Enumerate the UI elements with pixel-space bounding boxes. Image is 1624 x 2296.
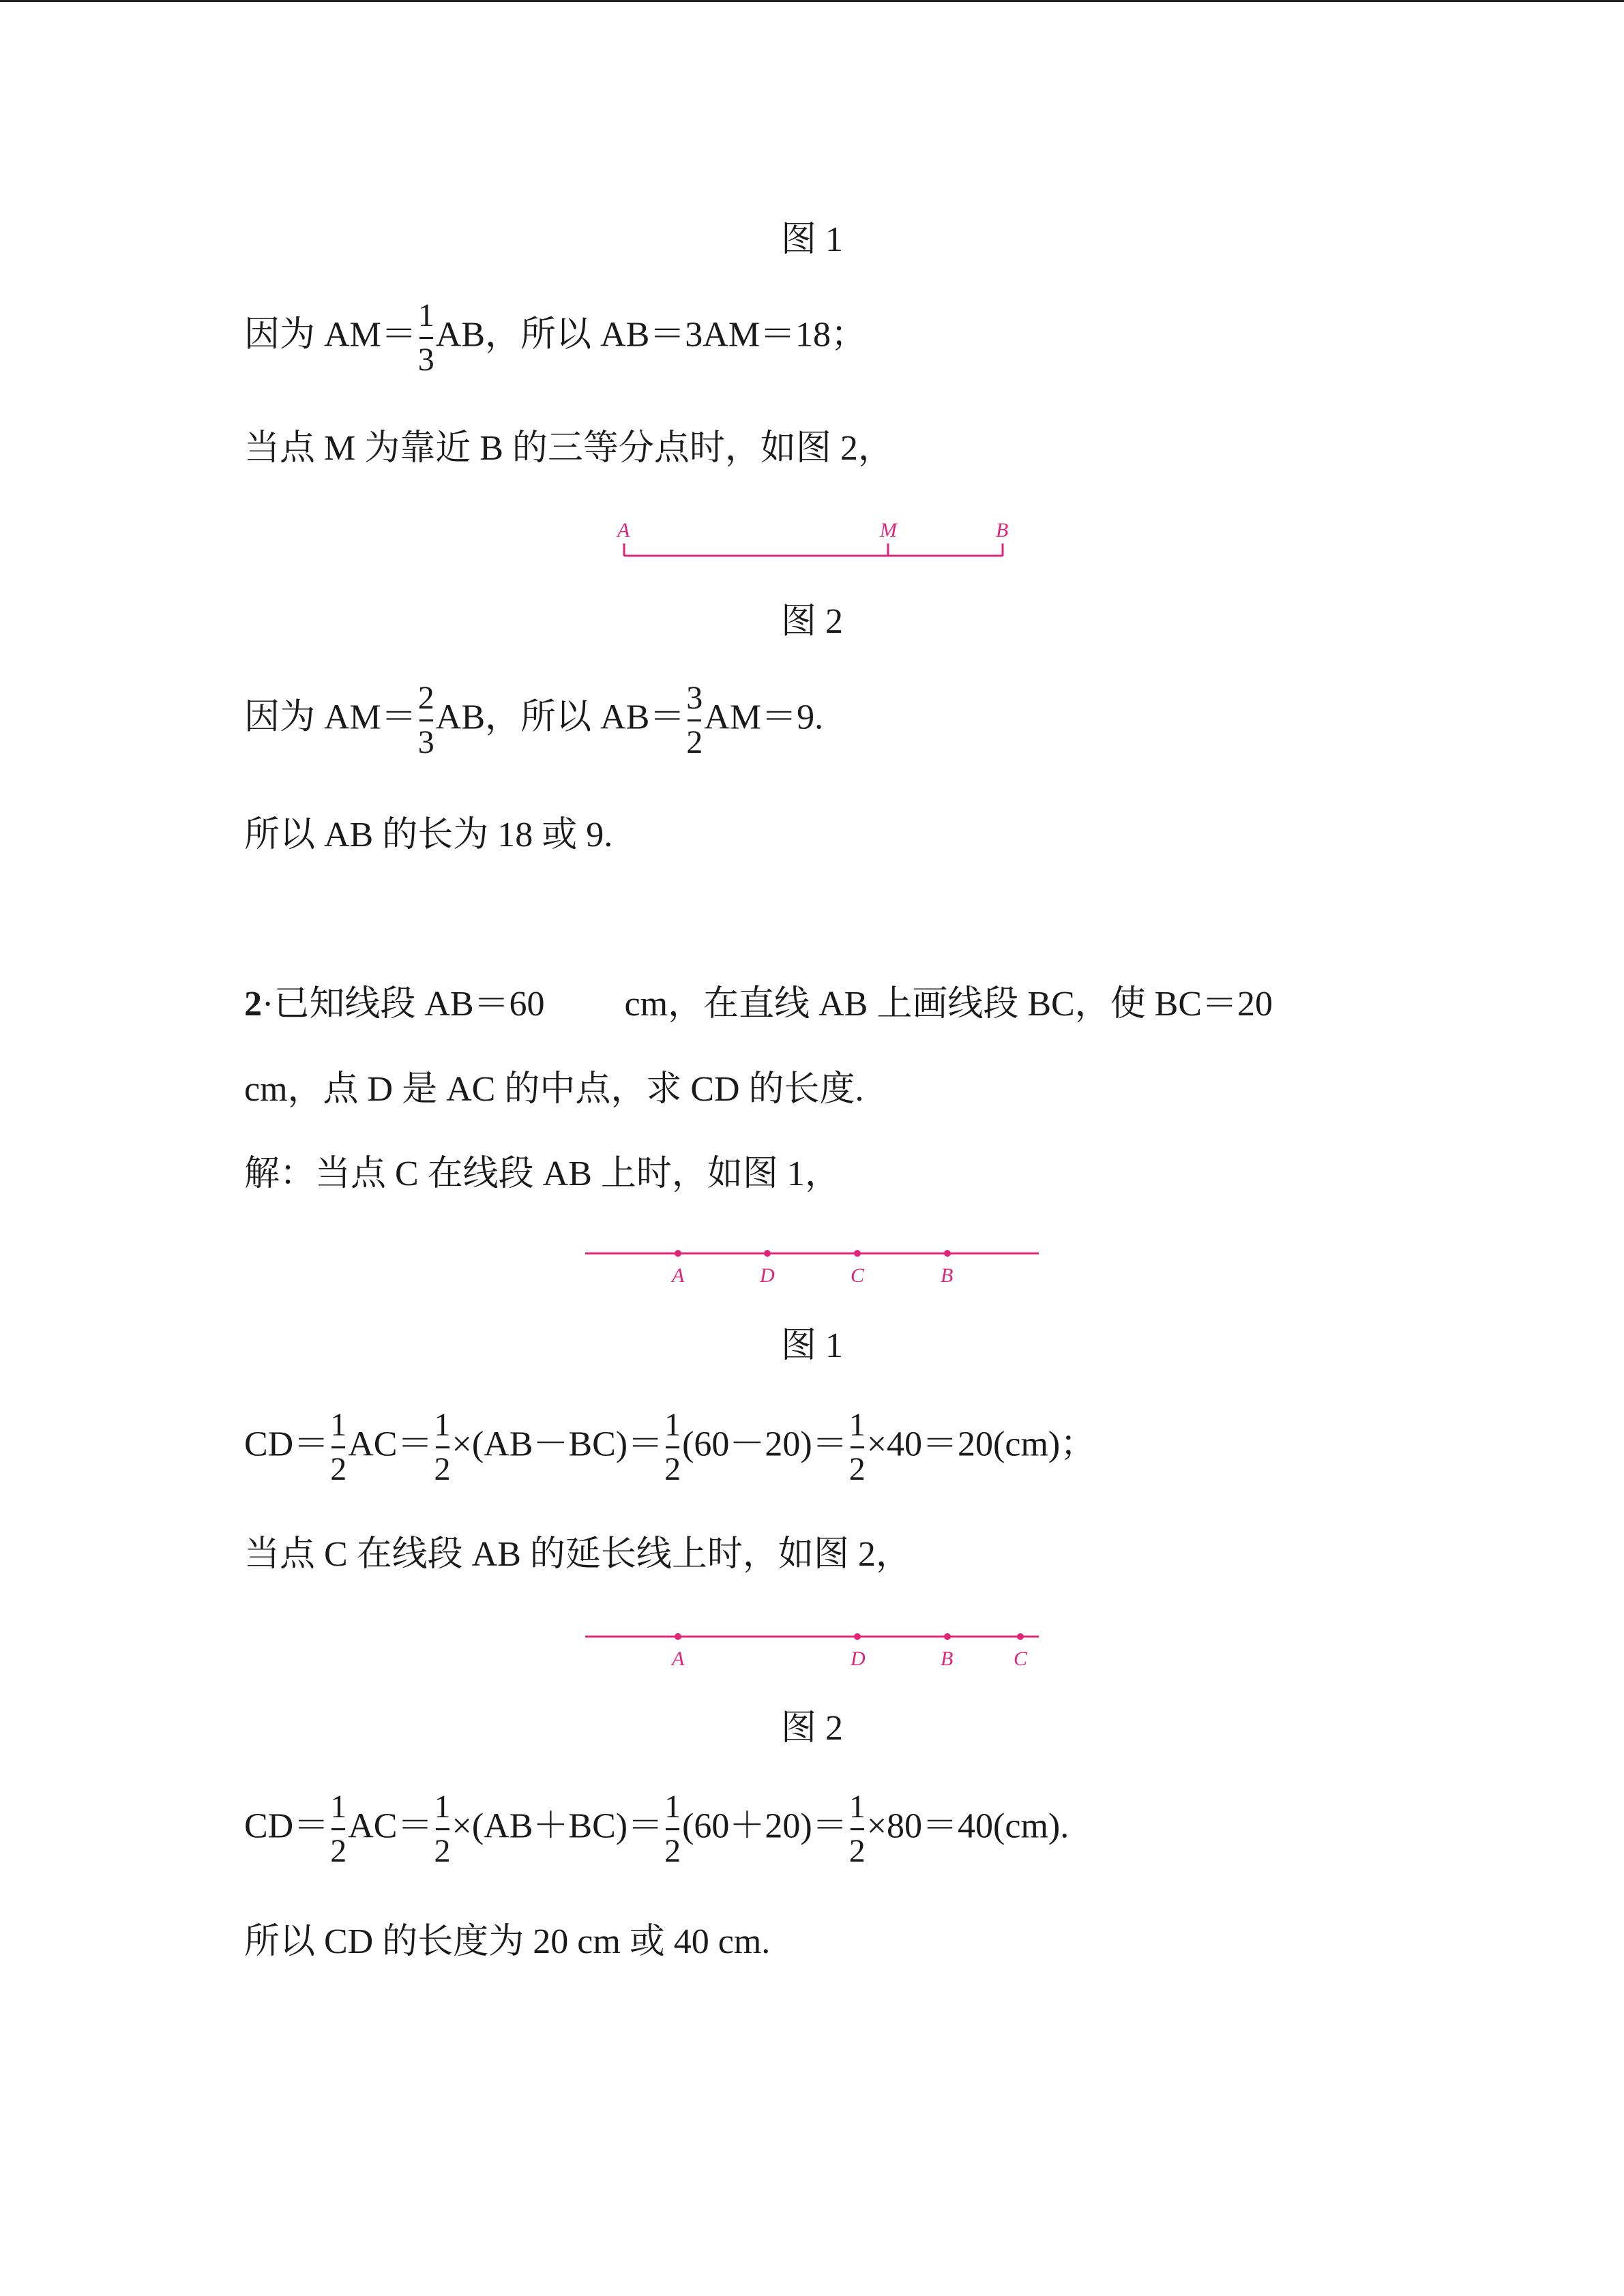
figure-2-caption: 图 2: [780, 602, 843, 641]
point-label-m: M: [880, 519, 897, 541]
text-line-2: 当点 M 为靠近 B 的三等分点时，如图 2，: [244, 429, 894, 468]
numerator: 2: [417, 680, 434, 716]
equation-text: CD＝: [244, 1806, 329, 1846]
numerator: 1: [434, 1407, 451, 1443]
calculation-line-1: [244, 1404, 1095, 1491]
equation-text: AB，所以 AB＝3AM＝18；: [435, 315, 867, 355]
denominator: 3: [417, 724, 434, 760]
denominator: 2: [664, 1451, 681, 1487]
denominator: 2: [330, 1833, 347, 1869]
point-label-b: B: [996, 519, 1009, 541]
numerator: 1: [417, 297, 434, 333]
figure-1-caption: 图 1: [780, 220, 843, 259]
denominator: 2: [330, 1451, 347, 1487]
line-diagram-adbc: [585, 1624, 1042, 1672]
numerator: 1: [434, 1789, 451, 1825]
segment-diagram-amb: [607, 515, 1016, 556]
denominator: 2: [434, 1451, 451, 1487]
numerator: 1: [330, 1407, 347, 1443]
equation-text: AM＝9.: [704, 698, 824, 737]
point-b: [944, 1633, 951, 1640]
solution-intro: 解：当点 C 在线段 AB 上时，如图 1，: [244, 1154, 840, 1193]
equation-text: AB，所以 AB＝: [435, 698, 685, 737]
fraction: [434, 1404, 451, 1491]
text-line-4: 所以 AB 的长为 18 或 9.: [244, 816, 613, 854]
problem-2-stem-line-2: cm，点 D 是 AC 的中点，求 CD 的长度.: [244, 1070, 864, 1109]
point-label-a: A: [617, 519, 630, 541]
equation-text: ×(AB－BC)＝: [452, 1425, 664, 1464]
numerator: 3: [686, 680, 703, 716]
fraction: [418, 677, 434, 764]
problem-2-stem-line-1: [244, 984, 1273, 1025]
point-label-d: D: [851, 1648, 866, 1670]
fraction: [686, 677, 703, 764]
problem-number: 2: [244, 985, 262, 1024]
point-c: [1017, 1633, 1024, 1640]
top-border: [0, 0, 1624, 2]
figure-2-caption: 图 2: [780, 1709, 843, 1748]
fraction: [330, 1786, 346, 1873]
equation-text: 因为 AM＝: [244, 698, 417, 737]
equation-text: AC＝: [348, 1806, 433, 1846]
numerator: 1: [664, 1789, 681, 1825]
denominator: 3: [417, 342, 434, 378]
point-label-d: D: [760, 1264, 775, 1287]
denominator: 2: [686, 724, 703, 760]
problem-stem-text: ·已知线段 AB＝60 cm，在直线 AB 上画线段 BC，使 BC＝20: [262, 985, 1273, 1024]
point-a: [675, 1250, 681, 1257]
equation-text: 因为 AM＝: [244, 315, 417, 355]
denominator: 2: [848, 1833, 866, 1869]
equation-text: CD＝: [244, 1425, 329, 1464]
figure-1-caption: 图 1: [780, 1326, 843, 1365]
denominator: 2: [664, 1833, 681, 1869]
numerator: 1: [848, 1407, 866, 1443]
point-label-b: B: [941, 1264, 954, 1287]
numerator: 1: [664, 1407, 681, 1443]
fraction: [849, 1404, 866, 1491]
equation-text: ×40＝20(cm)；: [866, 1425, 1096, 1464]
numerator: 1: [848, 1789, 866, 1825]
equation-text: (60＋20)＝: [682, 1806, 848, 1846]
point-c: [854, 1250, 861, 1257]
equation-text: ×80＝40(cm).: [866, 1806, 1069, 1846]
point-d: [854, 1633, 861, 1640]
equation-line-1: [244, 295, 866, 381]
fraction: [664, 1404, 681, 1491]
calculation-line-2: [244, 1786, 1069, 1873]
point-label-a: A: [672, 1264, 685, 1287]
equation-text: (60－20)＝: [682, 1425, 848, 1464]
fraction: [849, 1786, 866, 1873]
case-2-intro: 当点 C 在线段 AB 的延长线上时，如图 2，: [244, 1535, 911, 1574]
denominator: 2: [848, 1451, 866, 1487]
point-b: [944, 1250, 951, 1257]
denominator: 2: [434, 1833, 451, 1869]
fraction: [434, 1786, 451, 1873]
numerator: 1: [330, 1789, 347, 1825]
line-diagram-adcb: [585, 1241, 1042, 1289]
fraction: [418, 295, 434, 381]
point-a: [675, 1633, 681, 1640]
point-label-c: C: [1014, 1648, 1028, 1670]
conclusion: 所以 CD 的长度为 20 cm 或 40 cm.: [244, 1922, 771, 1961]
point-label-b: B: [941, 1648, 954, 1670]
equation-line-3: [244, 677, 823, 764]
fraction: [664, 1786, 681, 1873]
equation-text: ×(AB＋BC)＝: [452, 1806, 664, 1846]
point-label-a: A: [672, 1648, 685, 1670]
point-d: [764, 1250, 771, 1257]
equation-text: AC＝: [348, 1425, 433, 1464]
point-label-c: C: [851, 1264, 865, 1287]
fraction: [330, 1404, 346, 1491]
